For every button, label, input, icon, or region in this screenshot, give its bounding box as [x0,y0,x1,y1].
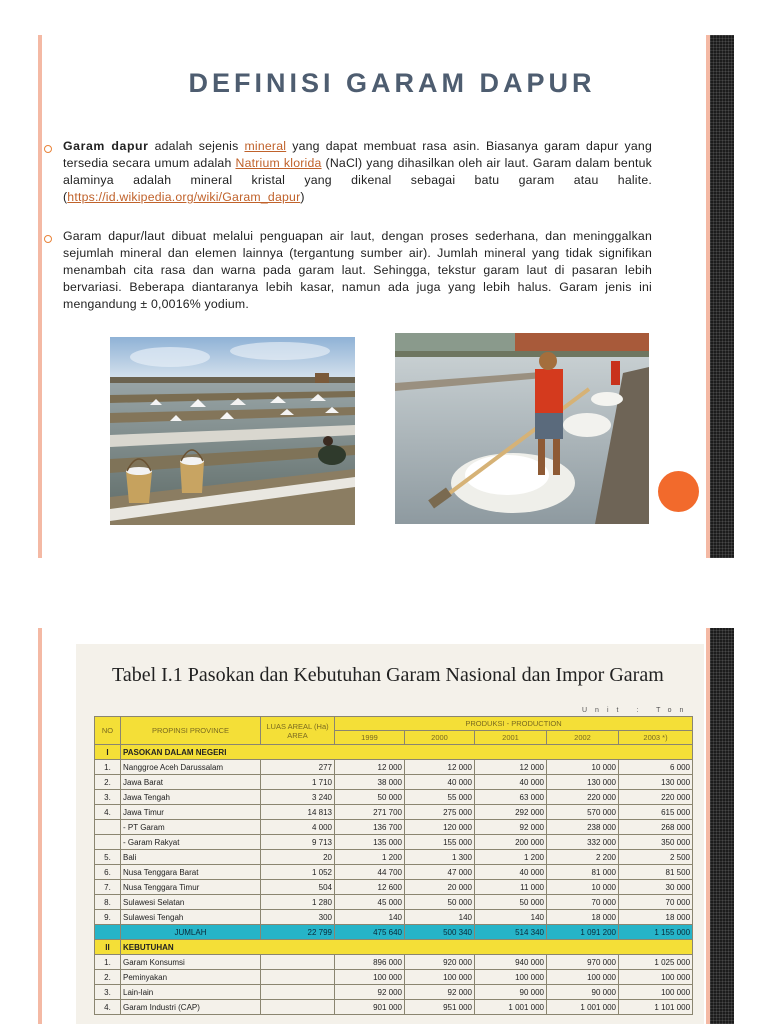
row-value: 238 000 [547,820,619,835]
row-province: - PT Garam [121,820,261,835]
row-value: 140 [475,910,547,925]
row-value: 10 000 [547,760,619,775]
row-value: 135 000 [335,835,405,850]
row-value: 332 000 [547,835,619,850]
term-bold: Garam dapur [63,139,149,153]
table-total-row [95,925,693,940]
row-value: 2 500 [619,850,693,865]
row-value: 70 000 [547,895,619,910]
row-value: 44 700 [335,865,405,880]
total-label: JUMLAH [121,925,261,940]
table-section-row [95,745,693,760]
photo-salt-pans [110,337,355,525]
header-year: 2003 *) [619,731,693,745]
row-value: 55 000 [405,790,475,805]
text-segment: (NaCl) yang dihasilkan oleh air laut. Garam dalam bentuk alaminya adalah mineral kristal yang dikenal sebagai batu garam atau halite. ( [63,156,653,204]
row-value: 90 000 [475,985,547,1000]
link-mineral[interactable]: mineral [244,139,287,153]
row-value: 40 000 [475,775,547,790]
row-number: 7. [95,880,121,895]
header-produksi: PRODUKSI - PRODUCTION [335,717,693,731]
left-accent-bar [38,628,42,1024]
photo-salt-farmer [395,333,649,524]
row-value: 50 000 [475,895,547,910]
row-value: 1 001 000 [547,1000,619,1015]
table-row [95,1000,693,1015]
row-area: 1 280 [261,895,335,910]
row-value: 292 000 [475,805,547,820]
row-area: 9 713 [261,835,335,850]
row-value: 140 [405,910,475,925]
row-province: Bali [121,850,261,865]
row-number: 3. [95,985,121,1000]
row-area [261,985,335,1000]
row-value: 130 000 [619,775,693,790]
row-area: 3 240 [261,790,335,805]
row-number: 2. [95,775,121,790]
row-value: 18 000 [619,910,693,925]
row-value: 275 000 [405,805,475,820]
table-row [95,880,693,895]
header-propinsi: PROPINSI PROVINCE [121,717,261,745]
table-row [95,820,693,835]
total-area: 22 799 [261,925,335,940]
row-area: 1 052 [261,865,335,880]
table-section-row [95,940,693,955]
section-number: II [95,940,121,955]
row-value: 1 001 000 [475,1000,547,1015]
row-province: - Garam Rakyat [121,835,261,850]
bullet-icon [44,145,52,153]
slide-table [0,628,768,1024]
text-segment: adalah sejenis [148,139,245,153]
row-area: 14 813 [261,805,335,820]
row-value: 81 000 [547,865,619,880]
table-row [95,760,693,775]
row-value: 896 000 [335,955,405,970]
row-value: 940 000 [475,955,547,970]
row-value: 2 200 [547,850,619,865]
row-value: 20 000 [405,880,475,895]
table-row [95,805,693,820]
row-value: 615 000 [619,805,693,820]
row-number: 6. [95,865,121,880]
row-number: 3. [95,790,121,805]
row-value: 220 000 [547,790,619,805]
row-value: 10 000 [547,880,619,895]
row-value: 40 000 [475,865,547,880]
row-number [95,835,121,850]
section-label: PASOKAN DALAM NEGERI [121,745,693,760]
table-title: Tabel I.1 Pasokan dan Kebutuhan Garam Nasional dan Impor Garam [112,664,664,686]
row-province: Nusa Tenggara Timur [121,880,261,895]
row-value: 50 000 [405,895,475,910]
row-value: 120 000 [405,820,475,835]
text-segment: yang dapat membuat rasa asin. Biasanya garam dapur yang tersedia secara umum adalah [63,139,652,170]
total-value: 1 091 200 [547,925,619,940]
row-value: 100 000 [619,970,693,985]
row-value: 1 200 [335,850,405,865]
row-province: Peminyakan [121,970,261,985]
row-province: Jawa Timur [121,805,261,820]
row-number: 2. [95,970,121,985]
salt-supply-table [94,716,693,1015]
row-number [95,820,121,835]
row-area: 300 [261,910,335,925]
row-area: 20 [261,850,335,865]
row-value: 136 700 [335,820,405,835]
row-value: 100 000 [619,985,693,1000]
row-value: 92 000 [475,820,547,835]
paragraph-definition [63,138,652,206]
orange-circle-decoration [658,471,699,512]
row-value: 45 000 [335,895,405,910]
row-value: 100 000 [335,970,405,985]
row-value: 63 000 [475,790,547,805]
row-area: 1 710 [261,775,335,790]
table-row [95,835,693,850]
header-year: 1999 [335,731,405,745]
row-area: 504 [261,880,335,895]
row-province: Garam Konsumsi [121,955,261,970]
total-value: 514 340 [475,925,547,940]
row-value: 130 000 [547,775,619,790]
row-province: Lain-lain [121,985,261,1000]
row-value: 11 000 [475,880,547,895]
row-value: 901 000 [335,1000,405,1015]
row-value: 6 000 [619,760,693,775]
row-province: Nusa Tenggara Barat [121,865,261,880]
header-year: 2001 [475,731,547,745]
row-value: 100 000 [475,970,547,985]
header-luas: LUAS AREAL (Ha) AREA [261,717,335,745]
row-value: 30 000 [619,880,693,895]
table-row [95,985,693,1000]
row-number: 9. [95,910,121,925]
table-row [95,790,693,805]
row-value: 18 000 [547,910,619,925]
section-number: I [95,745,121,760]
row-province: Sulawesi Selatan [121,895,261,910]
row-number: 4. [95,805,121,820]
row-value: 50 000 [335,790,405,805]
right-dark-strip [710,628,734,1024]
row-value: 350 000 [619,835,693,850]
row-area: 277 [261,760,335,775]
row-value: 70 000 [619,895,693,910]
row-number: 5. [95,850,121,865]
row-number: 4. [95,1000,121,1015]
row-number: 1. [95,760,121,775]
row-value: 40 000 [405,775,475,790]
table-cell [95,925,121,940]
text-segment: ) [300,190,305,204]
table-row [95,970,693,985]
row-value: 570 000 [547,805,619,820]
row-value: 100 000 [547,970,619,985]
row-value: 92 000 [335,985,405,1000]
row-value: 1 025 000 [619,955,693,970]
bullet-icon [44,235,52,243]
row-area [261,955,335,970]
header-year: 2002 [547,731,619,745]
row-value: 140 [335,910,405,925]
header-no: NO [95,717,121,745]
total-value: 475 640 [335,925,405,940]
right-dark-strip [710,35,734,558]
total-value: 1 155 000 [619,925,693,940]
table-row [95,895,693,910]
row-value: 268 000 [619,820,693,835]
row-number: 8. [95,895,121,910]
paragraph-process: Garam dapur/laut dibuat melalui penguapan air laut, dengan proses sederhana, dan meninggalkan sejumlah mineral dan elemen lainnya (tergantung sumber air). Jumlah mineral yang tidak signifikan menambah cita rasa dan warna pada garam laut. Sehingga, tekstur garam laut di pasaran lebih bervariasi. Beberapa diantaranya lebih kasar, namun ada juga yang lebih halus. Garam jenis ini mengandung ± 0,0016% yodium. [63,229,652,311]
row-province: Jawa Barat [121,775,261,790]
row-value: 920 000 [405,955,475,970]
row-area [261,970,335,985]
section-label: KEBUTUHAN [121,940,693,955]
row-value: 1 200 [475,850,547,865]
row-value: 81 500 [619,865,693,880]
link-wikipedia[interactable]: https://id.wikipedia.org/wiki/Garam_dapur [67,190,301,204]
row-value: 1 300 [405,850,475,865]
total-value: 500 340 [405,925,475,940]
row-value: 38 000 [335,775,405,790]
row-province: Garam Industri (CAP) [121,1000,261,1015]
table-row [95,865,693,880]
row-value: 951 000 [405,1000,475,1015]
left-accent-bar [38,35,42,558]
row-value: 200 000 [475,835,547,850]
table-row [95,955,693,970]
row-value: 155 000 [405,835,475,850]
row-value: 970 000 [547,955,619,970]
row-value: 1 101 000 [619,1000,693,1015]
slide-title: DEFINISI GARAM DAPUR [188,68,596,98]
table-image [76,644,704,1024]
row-area [261,1000,335,1015]
row-value: 100 000 [405,970,475,985]
row-value: 12 000 [405,760,475,775]
row-value: 220 000 [619,790,693,805]
table-row [95,850,693,865]
row-value: 12 000 [475,760,547,775]
row-number: 1. [95,955,121,970]
table-unit: Unit : Ton [582,707,692,714]
link-natrium-klorida[interactable]: Natrium klorida [235,156,322,170]
table-row [95,910,693,925]
row-value: 90 000 [547,985,619,1000]
row-value: 12 600 [335,880,405,895]
row-value: 271 700 [335,805,405,820]
row-value: 92 000 [405,985,475,1000]
row-province: Sulawesi Tengah [121,910,261,925]
row-area: 4 000 [261,820,335,835]
table-row [95,775,693,790]
row-value: 47 000 [405,865,475,880]
row-value: 12 000 [335,760,405,775]
row-province: Jawa Tengah [121,790,261,805]
header-year: 2000 [405,731,475,745]
row-province: Nanggroe Aceh Darussalam [121,760,261,775]
